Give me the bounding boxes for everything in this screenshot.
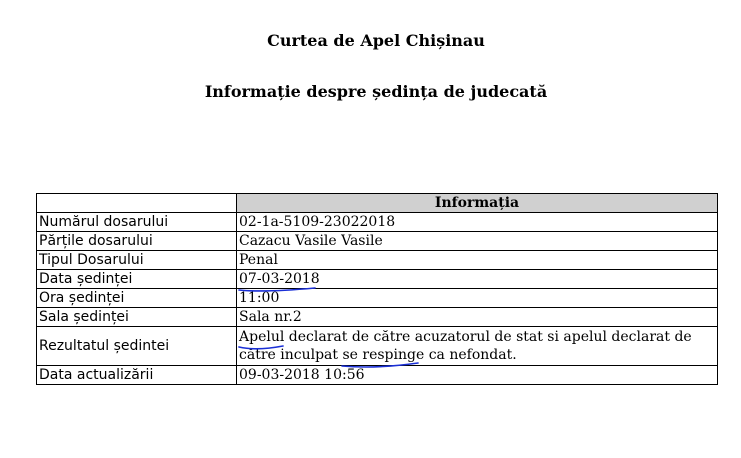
underlined-phrase-se-respinge: se respinge	[342, 346, 424, 364]
court-title: Curtea de Apel Chișinau	[267, 31, 485, 50]
row-value: Penal	[237, 251, 718, 270]
row-value-result: Apelul declarat de către acuzatorul de stat si apelul declarat de către inculpat se respinge ca nefondat.	[237, 327, 718, 366]
session-date-value: 07-03-2018	[239, 271, 320, 287]
row-value: 02-1a-5109-23022018	[237, 213, 718, 232]
table-header-label	[37, 194, 237, 213]
table-row	[37, 213, 718, 232]
row-label: Tipul Dosarului	[37, 251, 237, 270]
row-value: Sala nr.2	[237, 308, 718, 327]
handwritten-underline	[237, 343, 287, 351]
table-header-row	[37, 194, 718, 213]
row-label: Ora ședinței	[37, 289, 237, 308]
page-title: Informație despre ședința de judecată	[204, 82, 548, 101]
table-row	[37, 251, 718, 270]
table-row	[37, 289, 718, 308]
handwritten-underline	[340, 361, 420, 369]
table-header-info: Informația	[237, 194, 718, 213]
row-label: Data actualizării	[37, 366, 237, 385]
handwritten-underline	[237, 285, 317, 293]
row-label: Numărul dosarului	[37, 213, 237, 232]
table-row	[37, 270, 718, 289]
table-row	[37, 232, 718, 251]
table-row	[37, 327, 718, 366]
row-label: Părțile dosarului	[37, 232, 237, 251]
row-value: 11:00	[237, 289, 718, 308]
session-info-table	[36, 193, 718, 385]
row-value: Cazacu Vasile Vasile	[237, 232, 718, 251]
underlined-word-apelul: Apelul	[239, 328, 284, 346]
row-label: Data ședinței	[37, 270, 237, 289]
underlined-date	[239, 270, 320, 288]
row-label: Sala ședinței	[37, 308, 237, 327]
table-row	[37, 308, 718, 327]
row-value: 09-03-2018 10:56	[237, 366, 718, 385]
row-value	[237, 270, 718, 289]
row-label: Rezultatul ședintei	[37, 327, 237, 366]
